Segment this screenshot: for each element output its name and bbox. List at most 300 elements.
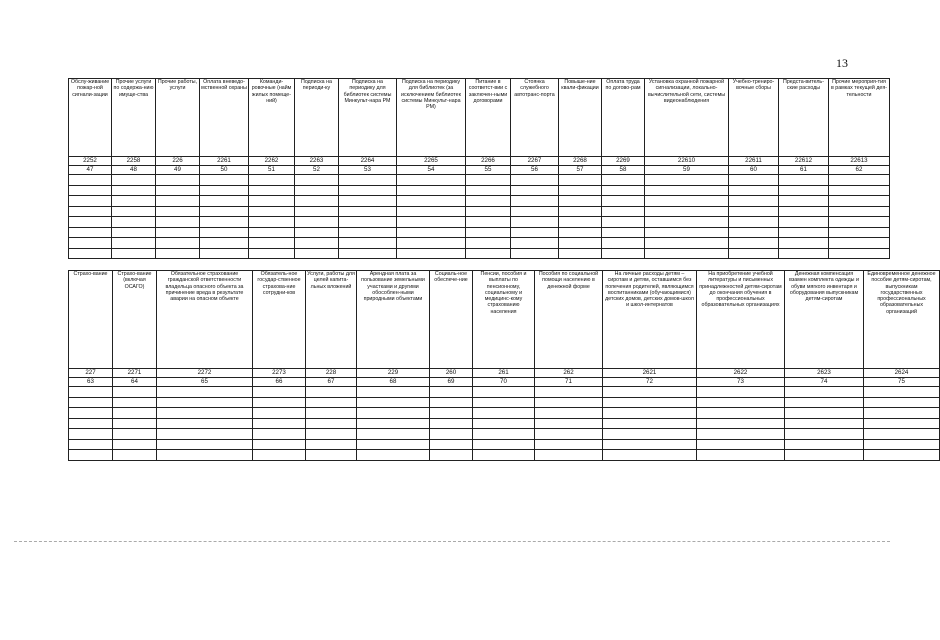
empty-cell bbox=[69, 397, 113, 408]
empty-cell bbox=[559, 185, 602, 196]
empty-cell bbox=[602, 238, 645, 249]
empty-cell bbox=[200, 175, 249, 186]
empty-cell bbox=[249, 248, 295, 259]
empty-cell bbox=[473, 429, 535, 440]
empty-cell bbox=[113, 408, 157, 419]
empty-cell bbox=[535, 439, 603, 450]
column-header: Оплата вневедо-мственной охраны bbox=[200, 79, 249, 157]
empty-cell bbox=[156, 227, 200, 238]
column-header: Стоянка служебного автотранс-порта bbox=[511, 79, 559, 157]
empty-cell bbox=[473, 408, 535, 419]
empty-row bbox=[69, 185, 890, 196]
code-cell: 2273 bbox=[253, 369, 306, 378]
empty-row bbox=[69, 408, 940, 419]
number-cell: 64 bbox=[113, 378, 157, 387]
empty-cell bbox=[645, 227, 729, 238]
empty-cell bbox=[69, 217, 112, 228]
empty-cell bbox=[829, 227, 890, 238]
empty-cell bbox=[249, 175, 295, 186]
empty-cell bbox=[473, 397, 535, 408]
empty-cell bbox=[645, 217, 729, 228]
empty-cell bbox=[559, 196, 602, 207]
empty-cell bbox=[430, 408, 473, 419]
header-row bbox=[69, 79, 890, 157]
empty-cell bbox=[156, 196, 200, 207]
column-header: Пособия по социальной помощи населению в денежной форме bbox=[535, 271, 603, 369]
empty-cell bbox=[559, 175, 602, 186]
empty-cell bbox=[157, 429, 253, 440]
empty-row bbox=[69, 227, 890, 238]
column-header: Учебно-трениро-вочные сборы bbox=[729, 79, 779, 157]
number-cell: 56 bbox=[511, 166, 559, 175]
empty-row bbox=[69, 397, 940, 408]
column-header: Обслу-живание пожар-ной сигнали-зации bbox=[69, 79, 112, 157]
code-cell: 2269 bbox=[602, 157, 645, 166]
number-cell: 65 bbox=[157, 378, 253, 387]
number-cell: 57 bbox=[559, 166, 602, 175]
empty-cell bbox=[69, 175, 112, 186]
empty-cell bbox=[602, 185, 645, 196]
code-cell: 226 bbox=[156, 157, 200, 166]
empty-cell bbox=[697, 397, 785, 408]
empty-cell bbox=[69, 408, 113, 419]
empty-cell bbox=[339, 196, 397, 207]
code-cell: 2262 bbox=[249, 157, 295, 166]
empty-cell bbox=[511, 175, 559, 186]
empty-cell bbox=[69, 418, 113, 429]
empty-cell bbox=[466, 175, 511, 186]
empty-cell bbox=[69, 185, 112, 196]
empty-cell bbox=[69, 227, 112, 238]
empty-cell bbox=[69, 196, 112, 207]
empty-cell bbox=[113, 439, 157, 450]
empty-cell bbox=[785, 408, 864, 419]
empty-cell bbox=[779, 248, 829, 259]
empty-cell bbox=[306, 397, 357, 408]
code-cell: 261 bbox=[473, 369, 535, 378]
column-header: Услуги, работы для целей капита-льных вложений bbox=[306, 271, 357, 369]
number-row bbox=[69, 378, 940, 387]
empty-cell bbox=[729, 217, 779, 228]
number-cell: 62 bbox=[829, 166, 890, 175]
empty-cell bbox=[306, 387, 357, 398]
empty-cell bbox=[779, 175, 829, 186]
column-header: Единовременное денежное пособие детям-сиротам, выпускникам государственных профессиональных образовательных организаций bbox=[864, 271, 940, 369]
empty-cell bbox=[397, 206, 466, 217]
empty-cell bbox=[511, 227, 559, 238]
empty-cell bbox=[829, 185, 890, 196]
empty-row bbox=[69, 238, 890, 249]
code-row bbox=[69, 369, 940, 378]
number-cell: 47 bbox=[69, 166, 112, 175]
empty-cell bbox=[295, 248, 339, 259]
empty-cell bbox=[511, 196, 559, 207]
column-header: Прочие работы, услуги bbox=[156, 79, 200, 157]
empty-cell bbox=[249, 227, 295, 238]
empty-cell bbox=[729, 206, 779, 217]
empty-cell bbox=[253, 439, 306, 450]
empty-cell bbox=[511, 217, 559, 228]
number-cell: 54 bbox=[397, 166, 466, 175]
empty-cell bbox=[200, 185, 249, 196]
code-cell: 22610 bbox=[645, 157, 729, 166]
empty-cell bbox=[357, 397, 430, 408]
empty-cell bbox=[779, 206, 829, 217]
empty-cell bbox=[697, 450, 785, 461]
empty-cell bbox=[113, 397, 157, 408]
empty-cell bbox=[69, 439, 113, 450]
empty-cell bbox=[602, 206, 645, 217]
empty-cell bbox=[113, 450, 157, 461]
column-header: Обязательное страхование гражданской ответственности владельца опасного объекта за причинение вреда в результате аварии на опасном объекте bbox=[157, 271, 253, 369]
empty-cell bbox=[785, 418, 864, 429]
empty-cell bbox=[430, 450, 473, 461]
empty-cell bbox=[253, 418, 306, 429]
empty-cell bbox=[829, 206, 890, 217]
empty-cell bbox=[339, 217, 397, 228]
number-row bbox=[69, 166, 890, 175]
code-cell: 2267 bbox=[511, 157, 559, 166]
empty-cell bbox=[339, 206, 397, 217]
number-cell: 69 bbox=[430, 378, 473, 387]
column-header: Обязатель-ное государ-ственное страхова-ние сотрудни-ков bbox=[253, 271, 306, 369]
empty-cell bbox=[559, 227, 602, 238]
empty-cell bbox=[253, 387, 306, 398]
empty-cell bbox=[829, 217, 890, 228]
empty-cell bbox=[697, 387, 785, 398]
column-header: Арендная плата за пользование земельными участками и другими обособлен-ными природными объектами bbox=[357, 271, 430, 369]
code-cell: 2266 bbox=[466, 157, 511, 166]
empty-cell bbox=[295, 217, 339, 228]
empty-cell bbox=[645, 238, 729, 249]
empty-cell bbox=[602, 227, 645, 238]
empty-cell bbox=[697, 439, 785, 450]
empty-cell bbox=[602, 196, 645, 207]
empty-cell bbox=[603, 450, 697, 461]
empty-cell bbox=[729, 185, 779, 196]
empty-cell bbox=[864, 418, 940, 429]
empty-cell bbox=[339, 238, 397, 249]
number-cell: 63 bbox=[69, 378, 113, 387]
code-cell: 227 bbox=[69, 369, 113, 378]
code-cell: 2258 bbox=[112, 157, 156, 166]
empty-cell bbox=[357, 450, 430, 461]
empty-cell bbox=[113, 429, 157, 440]
empty-cell bbox=[559, 217, 602, 228]
column-header: Подписка на периодику для библиотек (за исключением библиотек системы Минкульт-нара РМ) bbox=[397, 79, 466, 157]
empty-row bbox=[69, 429, 940, 440]
number-cell: 59 bbox=[645, 166, 729, 175]
empty-cell bbox=[112, 227, 156, 238]
empty-cell bbox=[295, 196, 339, 207]
empty-cell bbox=[253, 429, 306, 440]
empty-cell bbox=[357, 387, 430, 398]
code-cell: 2261 bbox=[200, 157, 249, 166]
empty-cell bbox=[559, 206, 602, 217]
empty-row bbox=[69, 450, 940, 461]
empty-cell bbox=[645, 175, 729, 186]
empty-cell bbox=[559, 238, 602, 249]
empty-cell bbox=[729, 175, 779, 186]
empty-cell bbox=[157, 439, 253, 450]
empty-cell bbox=[200, 196, 249, 207]
empty-cell bbox=[603, 397, 697, 408]
code-cell: 229 bbox=[357, 369, 430, 378]
number-cell: 51 bbox=[249, 166, 295, 175]
empty-cell bbox=[253, 397, 306, 408]
empty-cell bbox=[864, 439, 940, 450]
empty-cell bbox=[157, 408, 253, 419]
empty-cell bbox=[779, 238, 829, 249]
empty-cell bbox=[603, 408, 697, 419]
number-cell: 74 bbox=[785, 378, 864, 387]
empty-cell bbox=[535, 429, 603, 440]
empty-cell bbox=[112, 206, 156, 217]
column-header: Предста-витель-ские расходы bbox=[779, 79, 829, 157]
column-header: Денежная компенсация взамен комплекта одежды и обуви мягкого инвентаря и оборудования выпускникам детям-сиротам bbox=[785, 271, 864, 369]
header-row bbox=[69, 271, 940, 369]
empty-cell bbox=[306, 450, 357, 461]
empty-cell bbox=[729, 227, 779, 238]
empty-cell bbox=[645, 185, 729, 196]
empty-cell bbox=[864, 387, 940, 398]
empty-cell bbox=[157, 418, 253, 429]
empty-cell bbox=[339, 175, 397, 186]
code-cell: 2272 bbox=[157, 369, 253, 378]
empty-cell bbox=[339, 248, 397, 259]
empty-cell bbox=[306, 408, 357, 419]
code-cell: 2263 bbox=[295, 157, 339, 166]
empty-cell bbox=[535, 408, 603, 419]
empty-row bbox=[69, 175, 890, 186]
code-cell: 2271 bbox=[113, 369, 157, 378]
column-header: Оплата труда по догово-рам bbox=[602, 79, 645, 157]
empty-cell bbox=[430, 429, 473, 440]
number-cell: 48 bbox=[112, 166, 156, 175]
dashed-separator bbox=[14, 541, 890, 542]
empty-cell bbox=[864, 450, 940, 461]
empty-cell bbox=[357, 418, 430, 429]
empty-cell bbox=[466, 196, 511, 207]
code-cell: 262 bbox=[535, 369, 603, 378]
column-header: Страхо-вание bbox=[69, 271, 113, 369]
empty-cell bbox=[69, 238, 112, 249]
number-cell: 73 bbox=[697, 378, 785, 387]
empty-cell bbox=[535, 450, 603, 461]
column-header: На личные расходы детям – сиротам и детям, оставшимся без попечения родителей, являющимся воспитанниками (обучающимися) детских домов, детских домов-школ и школ-интернатов bbox=[603, 271, 697, 369]
empty-cell bbox=[829, 196, 890, 207]
empty-cell bbox=[535, 387, 603, 398]
empty-cell bbox=[729, 238, 779, 249]
column-header: Питание в соответст-вии с заключен-ными договорами bbox=[466, 79, 511, 157]
empty-cell bbox=[157, 387, 253, 398]
empty-cell bbox=[645, 248, 729, 259]
empty-cell bbox=[473, 439, 535, 450]
empty-cell bbox=[397, 185, 466, 196]
empty-cell bbox=[357, 408, 430, 419]
empty-cell bbox=[253, 450, 306, 461]
empty-cell bbox=[156, 238, 200, 249]
code-cell: 22611 bbox=[729, 157, 779, 166]
code-cell: 228 bbox=[306, 369, 357, 378]
column-header: Социаль-ное обеспече-ние bbox=[430, 271, 473, 369]
empty-rows bbox=[69, 387, 940, 461]
empty-cell bbox=[430, 397, 473, 408]
empty-cell bbox=[785, 387, 864, 398]
empty-cell bbox=[466, 248, 511, 259]
empty-cell bbox=[697, 429, 785, 440]
empty-cell bbox=[69, 429, 113, 440]
number-cell: 66 bbox=[253, 378, 306, 387]
empty-cell bbox=[112, 175, 156, 186]
empty-cell bbox=[69, 206, 112, 217]
code-cell: 22612 bbox=[779, 157, 829, 166]
empty-cell bbox=[200, 238, 249, 249]
empty-cell bbox=[156, 175, 200, 186]
empty-cell bbox=[253, 408, 306, 419]
code-cell: 260 bbox=[430, 369, 473, 378]
number-cell: 58 bbox=[602, 166, 645, 175]
empty-cell bbox=[473, 450, 535, 461]
empty-row bbox=[69, 206, 890, 217]
empty-cell bbox=[466, 238, 511, 249]
column-header: Установка охранной пожарной сигнализации, локально-вычислительной сети, системы видеонаблюдения bbox=[645, 79, 729, 157]
empty-cell bbox=[112, 196, 156, 207]
empty-cell bbox=[729, 248, 779, 259]
empty-cell bbox=[112, 248, 156, 259]
code-cell: 2623 bbox=[785, 369, 864, 378]
number-cell: 68 bbox=[357, 378, 430, 387]
empty-cell bbox=[535, 418, 603, 429]
empty-cell bbox=[295, 185, 339, 196]
empty-cell bbox=[466, 206, 511, 217]
empty-cell bbox=[602, 175, 645, 186]
column-header: Страхо-вание (включая ОСАГО) bbox=[113, 271, 157, 369]
empty-cell bbox=[603, 439, 697, 450]
empty-cell bbox=[397, 217, 466, 228]
empty-cell bbox=[113, 387, 157, 398]
empty-cell bbox=[645, 206, 729, 217]
number-cell: 53 bbox=[339, 166, 397, 175]
column-header: Прочие мероприя-тия в рамках текущей дея-тельности bbox=[829, 79, 890, 157]
empty-cell bbox=[397, 175, 466, 186]
empty-cell bbox=[249, 206, 295, 217]
empty-row bbox=[69, 418, 940, 429]
empty-cell bbox=[511, 248, 559, 259]
empty-cell bbox=[156, 206, 200, 217]
empty-cell bbox=[295, 206, 339, 217]
empty-cell bbox=[397, 248, 466, 259]
empty-cell bbox=[357, 429, 430, 440]
empty-cell bbox=[779, 227, 829, 238]
empty-cell bbox=[829, 248, 890, 259]
empty-cell bbox=[306, 439, 357, 450]
empty-cell bbox=[829, 238, 890, 249]
empty-cell bbox=[602, 248, 645, 259]
empty-cell bbox=[295, 238, 339, 249]
empty-cell bbox=[645, 196, 729, 207]
number-cell: 60 bbox=[729, 166, 779, 175]
number-cell: 70 bbox=[473, 378, 535, 387]
empty-cell bbox=[249, 196, 295, 207]
column-header: Подписка на периодику для библиотек системы Минкульт-нара РМ bbox=[339, 79, 397, 157]
empty-row bbox=[69, 387, 940, 398]
number-cell: 50 bbox=[200, 166, 249, 175]
empty-cell bbox=[249, 217, 295, 228]
empty-cell bbox=[200, 227, 249, 238]
empty-cell bbox=[829, 175, 890, 186]
number-cell: 52 bbox=[295, 166, 339, 175]
code-cell: 2268 bbox=[559, 157, 602, 166]
number-cell: 71 bbox=[535, 378, 603, 387]
empty-row bbox=[69, 439, 940, 450]
empty-cell bbox=[511, 238, 559, 249]
empty-cell bbox=[113, 418, 157, 429]
empty-cell bbox=[466, 217, 511, 228]
empty-cell bbox=[430, 439, 473, 450]
code-cell: 22613 bbox=[829, 157, 890, 166]
code-cell: 2622 bbox=[697, 369, 785, 378]
empty-cell bbox=[430, 418, 473, 429]
empty-cell bbox=[430, 387, 473, 398]
empty-cell bbox=[397, 238, 466, 249]
column-header: Прочие услуги по содержа-нию имуще-ства bbox=[112, 79, 156, 157]
empty-row bbox=[69, 217, 890, 228]
empty-cell bbox=[779, 217, 829, 228]
empty-cell bbox=[357, 439, 430, 450]
empty-cell bbox=[559, 248, 602, 259]
column-header: Команди-ровочные (найм жилых помеще-ний) bbox=[249, 79, 295, 157]
empty-cell bbox=[785, 397, 864, 408]
empty-cell bbox=[157, 397, 253, 408]
empty-cell bbox=[249, 238, 295, 249]
empty-cell bbox=[785, 429, 864, 440]
empty-cell bbox=[112, 238, 156, 249]
empty-rows bbox=[69, 175, 890, 259]
number-cell: 75 bbox=[864, 378, 940, 387]
empty-cell bbox=[779, 196, 829, 207]
empty-cell bbox=[864, 397, 940, 408]
code-cell: 2264 bbox=[339, 157, 397, 166]
empty-row bbox=[69, 248, 890, 259]
column-header: Пенсии, пособия и выплаты по пенсионному, социальному и медицинс-кому страхованию населения bbox=[473, 271, 535, 369]
empty-cell bbox=[69, 248, 112, 259]
empty-cell bbox=[200, 248, 249, 259]
empty-cell bbox=[697, 418, 785, 429]
empty-cell bbox=[466, 227, 511, 238]
empty-cell bbox=[200, 206, 249, 217]
expense-table-bottom bbox=[68, 270, 940, 461]
empty-cell bbox=[112, 185, 156, 196]
expense-table-top bbox=[68, 78, 890, 259]
code-cell: 2252 bbox=[69, 157, 112, 166]
empty-cell bbox=[306, 418, 357, 429]
empty-cell bbox=[535, 397, 603, 408]
empty-cell bbox=[295, 227, 339, 238]
empty-cell bbox=[602, 217, 645, 228]
empty-cell bbox=[779, 185, 829, 196]
empty-cell bbox=[603, 387, 697, 398]
empty-cell bbox=[603, 418, 697, 429]
empty-cell bbox=[511, 206, 559, 217]
empty-cell bbox=[697, 408, 785, 419]
number-cell: 61 bbox=[779, 166, 829, 175]
column-header: Повыше-ние квали-фикации bbox=[559, 79, 602, 157]
empty-cell bbox=[473, 387, 535, 398]
column-header: Подписка на периоди-ку bbox=[295, 79, 339, 157]
code-row bbox=[69, 157, 890, 166]
empty-cell bbox=[397, 196, 466, 207]
